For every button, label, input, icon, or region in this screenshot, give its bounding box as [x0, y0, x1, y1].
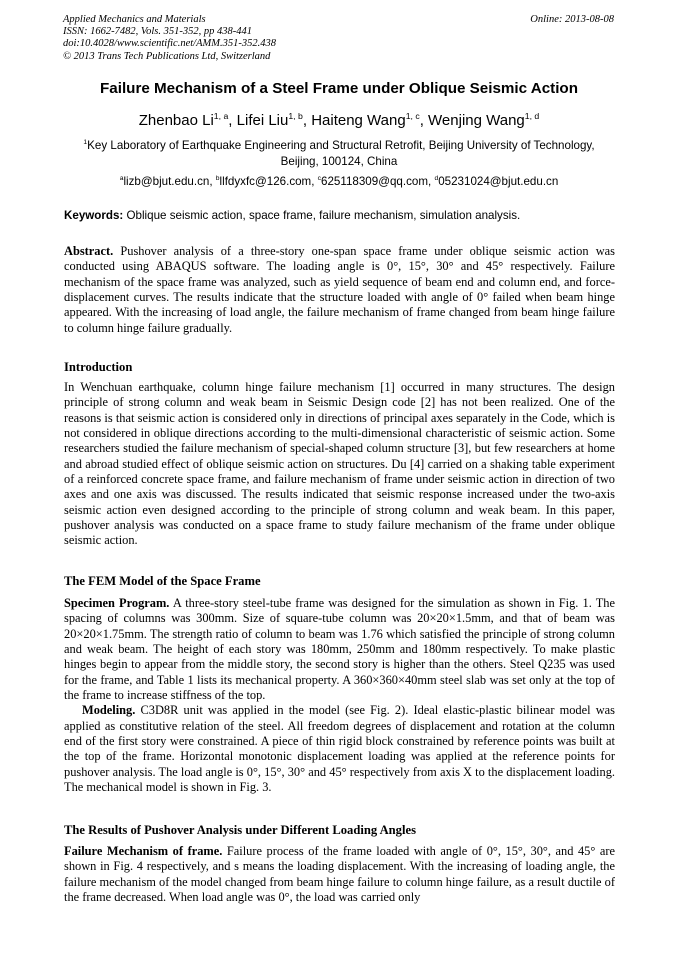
email-address: 05231024@bjut.edu.cn [438, 175, 559, 188]
author-name: Wenjing Wang [428, 112, 525, 129]
journal-header [63, 14, 276, 63]
results-label: Failure Mechanism of frame. [64, 844, 223, 858]
affiliation-line-1: Key Laboratory of Earthquake Engineering and Structural Retrofit, Beijing University of Technology, [87, 139, 595, 152]
email-mark: c [317, 175, 322, 183]
email-mark: a [119, 175, 124, 183]
specimen-label: Specimen Program. [64, 596, 170, 610]
email-mark: d [434, 175, 439, 183]
email-address: llfdyxfc@126.com [219, 175, 312, 188]
introduction-body [64, 380, 615, 549]
keywords-text: Oblique seismic action, space frame, failure mechanism, simulation analysis. [126, 209, 521, 222]
paper-title: Failure Mechanism of a Steel Frame under Oblique Seismic Action [100, 80, 578, 97]
specimen-paragraph [64, 596, 615, 703]
keywords [64, 209, 616, 222]
affiliation-line-2: Beijing, 100124, China [280, 154, 398, 168]
journal-name: Applied Mechanics and Materials [63, 14, 206, 25]
author-name: Haiteng Wang [311, 112, 406, 129]
author-affil-mark: 1, d [524, 111, 540, 121]
fem-body [64, 596, 615, 795]
issn-line: ISSN: 1662-7482, Vols. 351-352, pp 438-441 [63, 26, 252, 38]
modeling-text: C3D8R unit was applied in the model (see Fig. 2). Ideal elastic-plastic bilinear model was applied as constitutive relation of the steel. All freedom degrees of displacement and rotation at the column end of the first story were constrained. A piece of thin rigid block constrained by reference points was built at the top of the frame. Horizontal monotonic displacement loading was applied at the reference points for pushover analysis. The load angle is 0°, 15°, 30° and 45° respectively from axis X to the displacement loading. The mechanical model is shown in Fig. 3. [64, 703, 615, 795]
section-heading-fem-model: The FEM Model of the Space Frame [64, 574, 261, 588]
abstract-label: Abstract. [64, 244, 114, 258]
online-date: Online: 2013-08-08 [530, 14, 614, 25]
section-heading-results: The Results of Pushover Analysis under Different Loading Angles [64, 823, 416, 837]
doi-line: doi:10.4028/www.scientific.net/AMM.351-352.438 [63, 38, 276, 50]
abstract-text: Pushover analysis of a three-story one-span space frame under oblique seismic action was conducted using ABAQUS software. The loading angle is 0°, 15°, 30° and 45° respectively. Failure mechanism of the space frame was analyzed, such as yield sequence of beam end and column end, and force-displacement curves. The results indicate that the structure loaded with angle of 0° failed when beam hinge appeared. With the increasing of load angle, the failure mechanism of frame changed from beam hinge failure to column hinge failure gradually. [64, 244, 615, 335]
author-affil-mark: 1, b [288, 111, 303, 121]
author-affil-mark: 1, a [213, 111, 229, 121]
introduction-paragraph: In Wenchuan earthquake, column hinge failure mechanism [1] occurred in many structures. The design principle of strong column and weak beam in Seismic Design code [2] has not been realized. One of the reasons is that seismic action is considered only in directions of principal axes separately in the Code, which is not considered in oblique directions according to the multi-dimensional characteristic of seismic action. Some researchers studied the failure mechanism of special-shaped column structure [3], but few researchers at home and abroad studied effect of oblique seismic action on structures. Du [4] carried on a shaking table experiment of a reinforced concrete space frame, and failure mechanism of frame under seismic action in direction of two axes and one axis was discussed. The results indicated that seismic response increased under the two-axis seismic action even designed according to the principle of strong column and weak beam. In this paper, pushover analysis was conducted on a space frame to study failure mechanism of the frame under oblique seismic action. [64, 380, 615, 548]
section-heading-introduction: Introduction [64, 360, 133, 374]
author-affil-mark: 1, c [405, 111, 420, 121]
results-text: Failure process of the frame loaded with angle of 0°, 15°, 30°, and 45° are shown in Fig. 4 respectively, and s means the loading displacement. With the increasing of loading angle, the failure mechanism of the model changed from beam hinge failure to column hinge failure, as a result ductile of the frame decreased. When load angle was 0°, the load was carried only [64, 844, 615, 905]
affiliation [60, 138, 618, 169]
results-body [64, 844, 615, 905]
modeling-label: Modeling. [82, 703, 136, 718]
email-list: $^a$lizb@bjut.edu.cn, $^b$llfdyxfc@126.com, $^c$625118309@qq.com, $^d$05231024@bjut.edu.cn [119, 175, 559, 188]
email-address: lizb@bjut.edu.cn [123, 175, 210, 188]
modeling-paragraph [64, 703, 615, 795]
copyright-line: © 2013 Trans Tech Publications Ltd, Switzerland [63, 50, 271, 62]
specimen-text: A three-story steel-tube frame was designed for the simulation as shown in Fig. 1. The spacing of columns was 300mm. Size of square-tube column was 20×20×1.5mm, and that of beam was 20×20×1.75mm. The strength ratio of column to beam was 1.76 which satisfied the principle of strong column and weak beam. The height of each story was 180mm, 250mm and 180mm respectively. To make plastic hinges begin to appear from the middle story, the second story is higher than the others. Steel Q235 was used for the frame, and Table 1 lists its mechanical property. A 360×360×40mm steel slab was set only at the top of the frame to increase stiffness of the top. [64, 596, 615, 703]
email-mark: b [215, 175, 220, 183]
abstract [64, 244, 615, 336]
author-name: Zhenbao Li [138, 112, 214, 129]
author-name: Lifei Liu [236, 112, 289, 129]
email-address: 625118309@qq.com [321, 175, 428, 188]
author-list: Zhenbao Li$^{1, a}$, Lifei Liu$^{1, b}$, Haiteng Wang$^{1, c}$, Wenjing Wang$^{1, d}$ [138, 111, 540, 129]
affiliation-mark: 1 [83, 139, 88, 147]
keywords-label: Keywords: [64, 209, 124, 222]
